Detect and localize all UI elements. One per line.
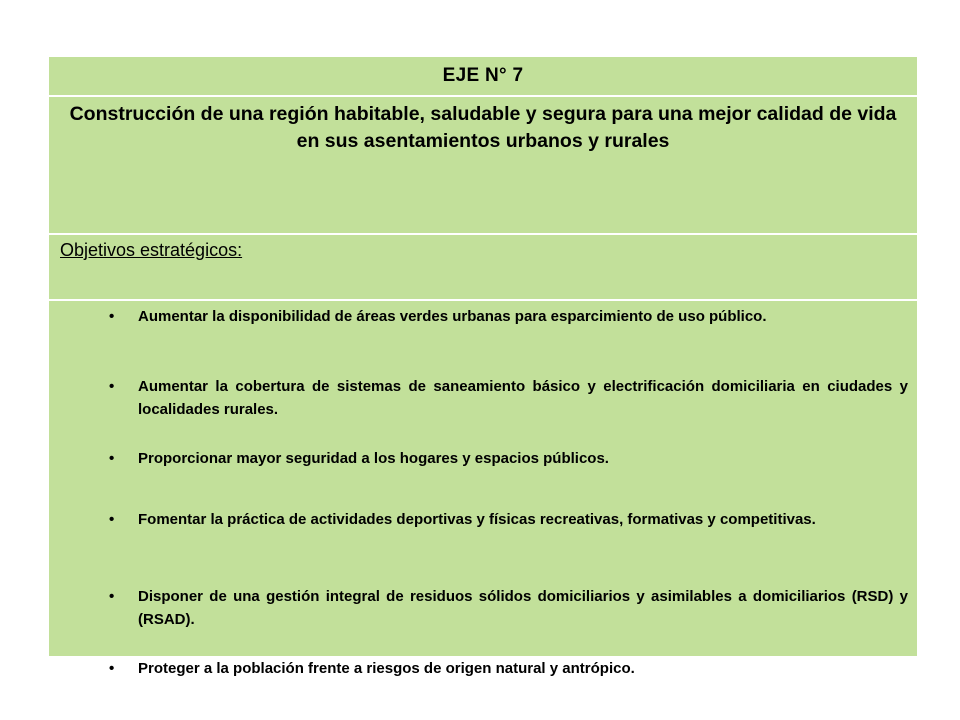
title-row — [49, 57, 917, 95]
objective-text: Proteger a la población frente a riesgos de origen natural y antrópico. — [138, 660, 635, 677]
bullet-icon: • — [109, 450, 115, 467]
bullet-icon: • — [109, 660, 115, 677]
bullet-icon: • — [109, 511, 115, 528]
bullet-icon: • — [109, 308, 115, 325]
axis-table — [49, 57, 917, 677]
axis-subtitle: Construcción de una región habitable, saludable y segura para una mejor calidad de vida en sus asentamientos urbanos y rurales — [69, 103, 897, 152]
objective-text: Aumentar la cobertura de sistemas de saneamiento básico y electrificación domiciliaria en ciudades y localidades rurales. — [138, 378, 908, 418]
objective-text: Aumentar la disponibilidad de áreas verdes urbanas para esparcimiento de uso público. — [138, 308, 767, 325]
objective-text: Fomentar la práctica de actividades deportivas y físicas recreativas, formativas y competitivas. — [138, 511, 816, 528]
objectives-list — [49, 301, 917, 677]
objectives-heading: Objetivos estratégicos: — [60, 240, 243, 260]
subtitle-row — [49, 97, 917, 233]
axis-title: EJE N° 7 — [442, 65, 524, 86]
bullet-icon: • — [109, 588, 115, 605]
objectives-heading-row — [49, 235, 917, 299]
bullet-icon: • — [109, 378, 115, 395]
objective-text: Proporcionar mayor seguridad a los hogares y espacios públicos. — [138, 450, 609, 467]
objective-text: Disponer de una gestión integral de residuos sólidos domiciliarios y asimilables a domiciliarios (RSD) y (RSAD). — [138, 588, 908, 628]
